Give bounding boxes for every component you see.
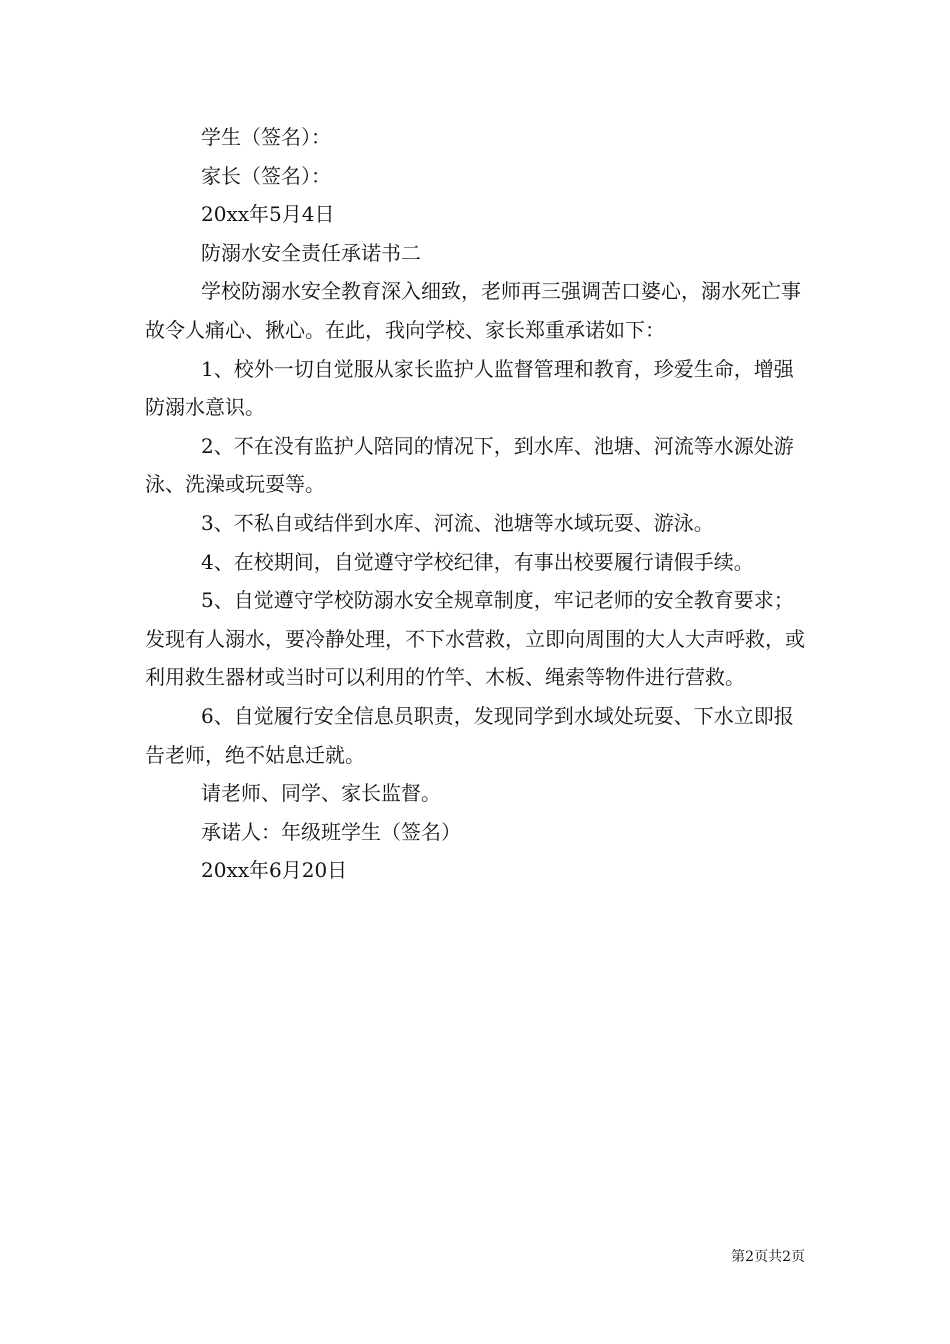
pledge-item-2: 2、不在没有监护人陪同的情况下，到水库、池塘、河流等水源处游泳、洗澡或玩耍等。 <box>145 433 794 497</box>
parent-signature-line: 家长（签名）： <box>201 163 331 188</box>
document-body <box>145 118 810 890</box>
pledge-item-4: 4、在校期间，自觉遵守学校纪律，有事出校要履行请假手续。 <box>201 549 754 574</box>
pledge-item-5: 5、自觉遵守学校防溺水安全规章制度，牢记老师的安全教育要求；发现有人溺水，要冷静处理，不下水营救，立即向周围的大人大声呼救，或利用救生器材或当时可以利用的竹竿、木板、绳索等物件进行营救。 <box>145 588 805 690</box>
pledge-item-3: 3、不私自或结伴到水库、河流、池塘等水域玩耍、游泳。 <box>201 510 714 535</box>
student-signature-line: 学生（签名）： <box>201 125 331 149</box>
page-number: 第2页共2页 <box>731 1249 805 1265</box>
intro-paragraph: 学校防溺水安全教育深入细致，老师再三强调苦口婆心，溺水死亡事故令人痛心、揪心。在此，我向学校、家长郑重承诺如下： <box>145 279 801 342</box>
first-date-line: 20xx年5月4日 <box>201 202 335 227</box>
final-date-line: 20xx年6月20日 <box>201 858 348 883</box>
pledger-signature-line: 承诺人：年级班学生（签名） <box>201 819 461 844</box>
section-title: 防溺水安全责任承诺书二 <box>201 240 421 265</box>
pledge-item-1: 1、校外一切自觉服从家长监护人监督管理和教育，珍爱生命，增强防溺水意识。 <box>145 356 794 420</box>
pledge-item-6: 6、自觉履行安全信息员职责，发现同学到水域处玩耍、下水立即报告老师，绝不姑息迁就。 <box>145 703 794 767</box>
supervision-line: 请老师、同学、家长监督。 <box>201 781 441 806</box>
